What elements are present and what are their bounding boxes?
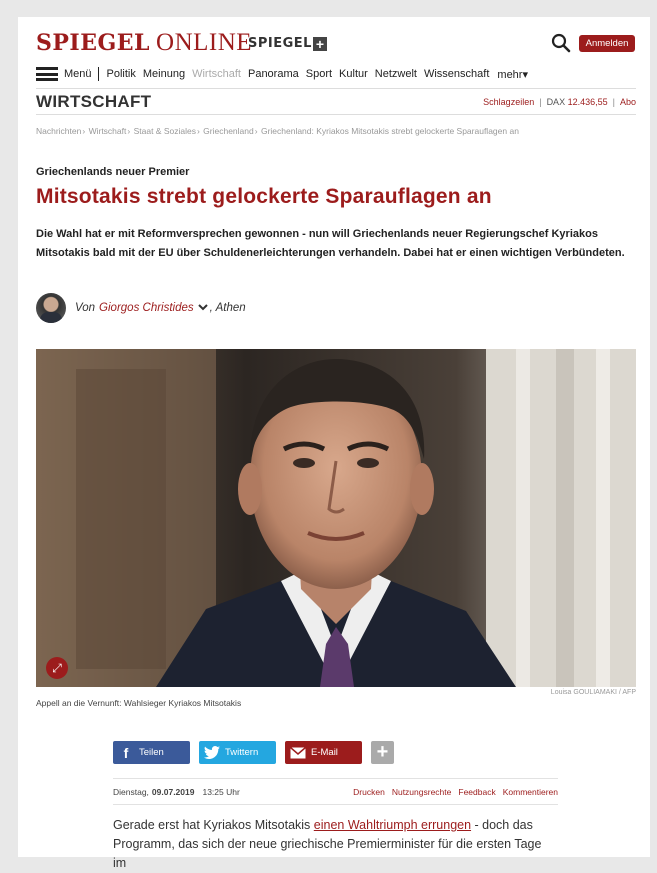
divider xyxy=(113,804,558,805)
article-image[interactable] xyxy=(36,349,636,687)
plus-icon: + xyxy=(313,37,327,51)
article-intro: Die Wahl hat er mit Reformversprechen gewonnen - nun will Griechenlands neuer Regierungschef Kyriakos Mitsotakis bald mit der EU über Schuldenerleichterungen verhandeln. Dabei hat er einen wichtigen Verbündeten. xyxy=(36,228,625,259)
divider xyxy=(36,114,636,115)
author-prefix: Von xyxy=(75,302,96,314)
section-title[interactable]: WIRTSCHAFT xyxy=(36,92,152,111)
logo-online-text: ONLINE xyxy=(156,29,253,56)
article-body: Gerade erst hat Kyriakos Mitsotakis einen Wahltriumph errungen - doch das Programm, das sich der neue griechische Premierminister für die ersten Tage im xyxy=(113,818,542,870)
share-bar xyxy=(113,741,394,764)
nav-item-sport[interactable]: Sport xyxy=(305,68,333,80)
nav-menu-label[interactable]: Menü xyxy=(64,68,92,80)
envelope-icon xyxy=(285,747,311,759)
divider xyxy=(36,88,636,89)
author-location: , Athen xyxy=(209,302,246,314)
logo-spiegel-text: SPIEGEL xyxy=(36,30,151,56)
breadcrumb-current: Griechenland: Kyriakos Mitsotakis strebt gelockerte Sparauflagen an xyxy=(260,126,519,136)
nav-item-meinung[interactable]: Meinung xyxy=(142,68,186,80)
spiegel-plus-logo[interactable] xyxy=(248,36,327,51)
election-article-link[interactable]: einen Wahltriumph errungen xyxy=(313,818,472,832)
search-icon[interactable] xyxy=(551,33,571,53)
login-button[interactable]: Anmelden xyxy=(579,35,635,52)
divider xyxy=(113,778,558,779)
chevron-down-icon[interactable] xyxy=(198,303,208,314)
nav-more-dropdown[interactable]: mehr▾ xyxy=(497,68,528,81)
article-meta xyxy=(113,787,558,797)
nav-item-netzwelt[interactable]: Netzwelt xyxy=(374,68,417,80)
comment-link[interactable]: Kommentieren xyxy=(502,787,558,797)
share-email-button[interactable]: E-Mail xyxy=(285,741,362,764)
nav-divider xyxy=(98,67,99,81)
author-name-link[interactable]: Giorgos Christides xyxy=(99,302,194,314)
facebook-icon: f xyxy=(123,744,129,761)
author-avatar[interactable] xyxy=(36,293,66,323)
abo-link[interactable]: Abo xyxy=(619,97,636,107)
image-caption: Appell an die Vernunft: Wahlsieger Kyriakos Mitsotakis xyxy=(36,698,242,708)
twitter-icon xyxy=(199,746,225,759)
nav-item-panorama[interactable]: Panorama xyxy=(247,68,299,80)
author-byline xyxy=(36,293,246,323)
article-headline: Mitsotakis strebt gelockerte Sparauflagen an xyxy=(36,185,492,208)
breadcrumb: Nachrichten› Wirtschaft› Staat & Soziales› Griechenland› Griechenland: Kyriakos Mitsotakis strebt gelockerte Sparauflagen an xyxy=(36,126,519,136)
print-link[interactable]: Drucken xyxy=(353,787,385,797)
headlines-link[interactable]: Schlagzeilen xyxy=(483,97,535,107)
spiegel-online-logo[interactable] xyxy=(36,29,252,55)
hamburger-menu-icon[interactable] xyxy=(36,67,58,81)
nav-item-politik[interactable]: Politik xyxy=(106,68,136,80)
breadcrumb-item[interactable]: Griechenland xyxy=(203,126,254,136)
page xyxy=(18,17,650,870)
dax-ticker[interactable]: DAX 12.436,55 xyxy=(546,97,608,107)
spiegel-plus-text: SPIEGEL xyxy=(248,36,312,51)
publish-date: Dienstag, 09.07.2019 xyxy=(113,787,195,797)
publish-time: 13:25 Uhr xyxy=(202,787,240,797)
image-credit: Louisa GOULIAMAKI / AFP xyxy=(550,689,636,696)
expand-image-icon[interactable]: ⤢ xyxy=(46,657,68,679)
meta-links xyxy=(353,787,558,797)
breadcrumb-item[interactable]: Wirtschaft xyxy=(88,126,127,136)
section-links: Schlagzeilen | DAX 12.436,55 | Abo xyxy=(483,97,636,107)
dax-value: 12.436,55 xyxy=(567,97,608,107)
feedback-link[interactable]: Feedback xyxy=(458,787,496,797)
breadcrumb-item[interactable]: Staat & Soziales xyxy=(133,126,196,136)
nav-item-kultur[interactable]: Kultur xyxy=(339,68,368,80)
main-nav xyxy=(36,65,528,83)
share-twitter-button[interactable]: Twittern xyxy=(199,741,276,764)
share-facebook-button[interactable]: f Teilen xyxy=(113,741,190,764)
nav-item-wissenschaft[interactable]: Wissenschaft xyxy=(423,68,490,80)
article-kicker: Griechenlands neuer Premier xyxy=(36,166,190,178)
usage-rights-link[interactable]: Nutzungsrechte xyxy=(391,787,452,797)
breadcrumb-item[interactable]: Nachrichten xyxy=(36,126,82,136)
nav-item-wirtschaft[interactable]: Wirtschaft xyxy=(192,68,241,80)
share-more-button[interactable]: + xyxy=(371,741,394,764)
